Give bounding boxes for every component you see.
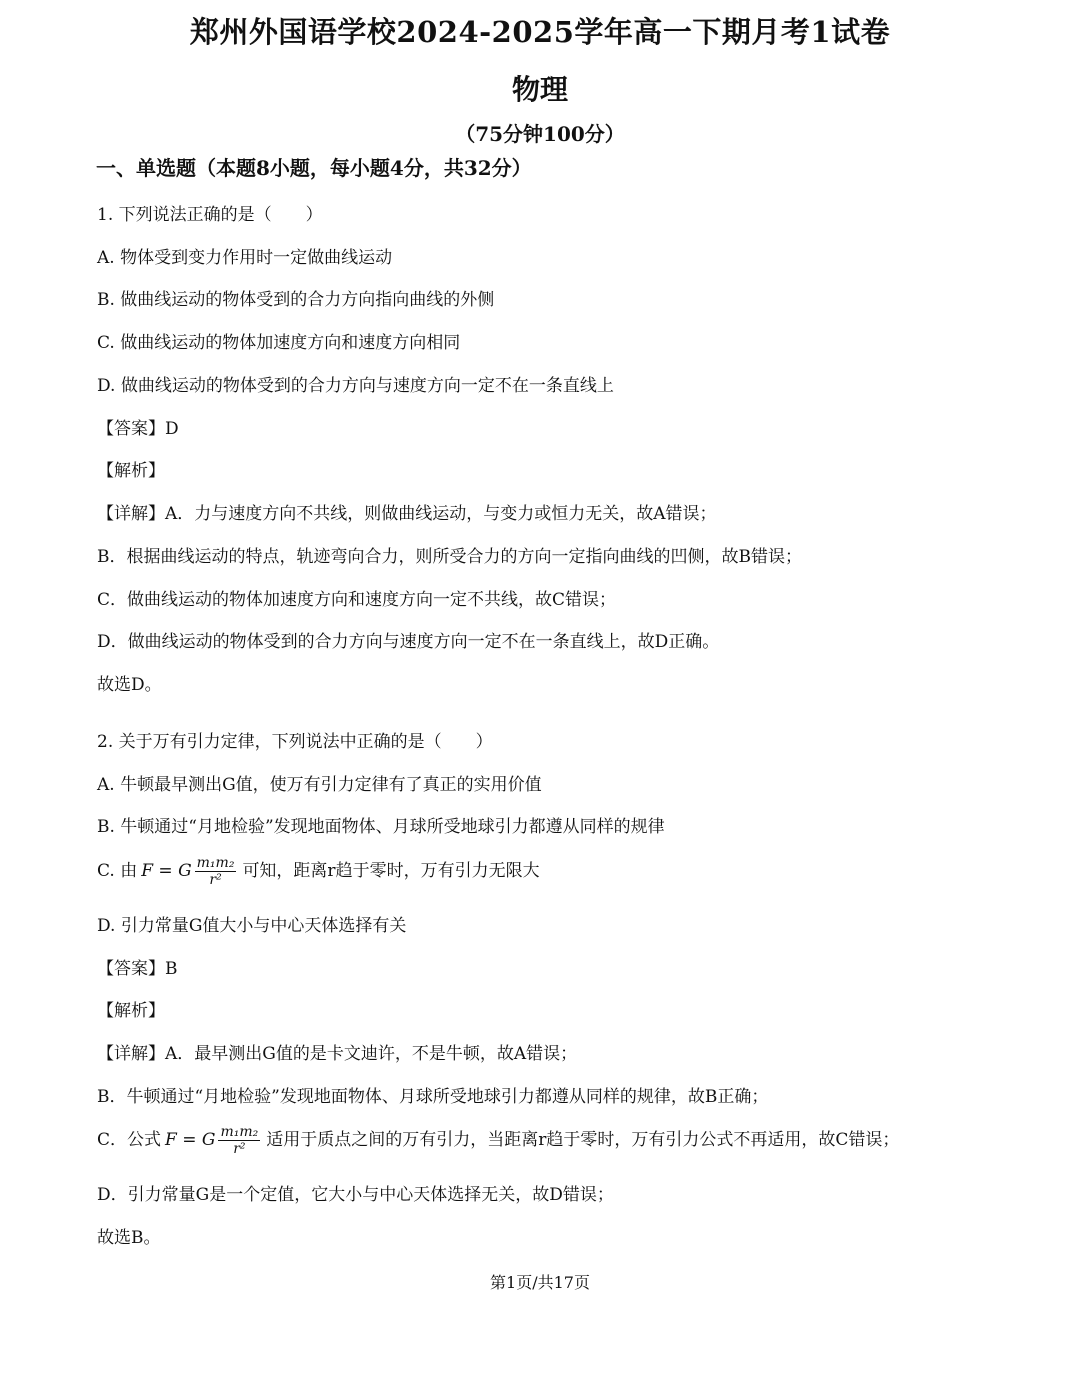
q1-stem: 1. 下列说法正确的是（ ） (97, 205, 323, 225)
formula-lhs: F = G (165, 1130, 216, 1150)
q1-option-b: B. 做曲线运动的物体受到的合力方向指向曲线的外侧 (97, 290, 495, 310)
q1-detail-b: B．根据曲线运动的特点，轨迹弯向合力，则所受合力的方向一定指向曲线的凹侧，故B错误； (97, 547, 802, 567)
gravitation-formula (165, 1124, 260, 1157)
q1-answer: 【答案】D (97, 419, 179, 439)
q2-answer: 【答案】B (97, 959, 178, 979)
formula-denominator: r² (233, 1141, 246, 1157)
formula-numerator: m₁m₂ (196, 855, 235, 871)
formula-fraction (195, 855, 237, 888)
q1-detail-d: D．做曲线运动的物体受到的合力方向与速度方向一定不在一条直线上，故D正确。 (97, 632, 720, 652)
q2-conclusion: 故选B。 (97, 1228, 161, 1248)
q2-option-a: A. 牛顿最早测出G值，使万有引力定律有了真正的实用价值 (97, 775, 542, 795)
q2-detail-c-prefix: C．公式 (97, 1130, 162, 1150)
formula-lhs: F = G (141, 861, 192, 881)
q2-detail-c (97, 1124, 899, 1157)
q2-detail-d: D．引力常量G是一个定值，它大小与中心天体选择无关，故D错误； (97, 1185, 614, 1205)
q1-detail-a: 【详解】A．力与速度方向不共线，则做曲线运动，与变力或恒力无关，故A错误； (97, 504, 717, 524)
q2-stem: 2. 关于万有引力定律，下列说法中正确的是（ ） (97, 732, 493, 752)
section-heading: 一、单选题（本题8小题，每小题4分，共32分） (96, 156, 532, 180)
q2-option-c-prefix: C. 由 (97, 861, 138, 881)
q1-detail-c: C．做曲线运动的物体加速度方向和速度方向一定不共线，故C错误； (97, 590, 617, 610)
q2-detail-b: B．牛顿通过“月地检验”发现地面物体、月球所受地球引力都遵从同样的规律，故B正确； (97, 1087, 769, 1107)
formula-denominator: r² (209, 872, 222, 888)
subject-title: 物理 (511, 73, 568, 106)
q2-analysis-label: 【解析】 (97, 1001, 165, 1021)
exam-title: 郑州外国语学校2024-2025学年高一下期月考1试卷 (189, 15, 891, 49)
q1-option-a: A. 物体受到变力作用时一定做曲线运动 (97, 248, 393, 268)
page-footer: 第1页/共17页 (490, 1273, 590, 1292)
q1-option-c: C. 做曲线运动的物体加速度方向和速度方向相同 (97, 333, 461, 353)
gravitation-formula (141, 855, 236, 888)
q2-option-c (97, 855, 540, 888)
formula-numerator: m₁m₂ (220, 1124, 259, 1140)
q1-conclusion: 故选D。 (97, 675, 162, 695)
q2-option-c-suffix: 可知，距离r趋于零时，万有引力无限大 (242, 861, 540, 881)
formula-fraction (218, 1124, 260, 1157)
q1-analysis-label: 【解析】 (97, 461, 165, 481)
q1-option-d: D. 做曲线运动的物体受到的合力方向与速度方向一定不在一条直线上 (97, 376, 614, 396)
exam-duration: （75分钟100分） (455, 122, 625, 146)
q2-detail-c-suffix: 适用于质点之间的万有引力，当距离r趋于零时，万有引力公式不再适用，故C错误； (266, 1130, 900, 1150)
q2-option-b: B. 牛顿通过“月地检验”发现地面物体、月球所受地球引力都遵从同样的规律 (97, 817, 665, 837)
q2-detail-a: 【详解】A．最早测出G值的是卡文迪许，不是牛顿，故A错误； (97, 1044, 578, 1064)
q2-option-d: D. 引力常量G值大小与中心天体选择有关 (97, 916, 407, 936)
